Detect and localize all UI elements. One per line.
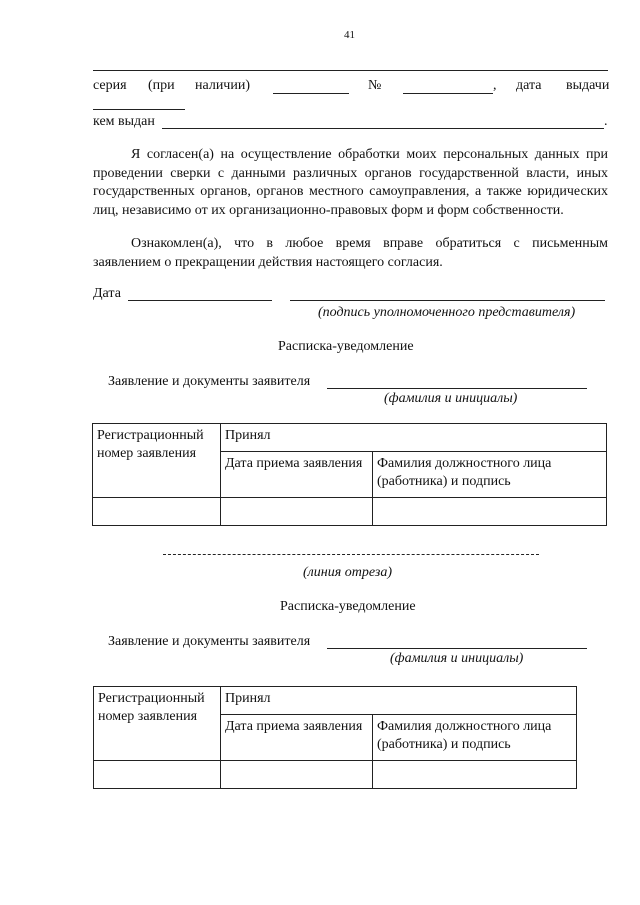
date-field <box>128 300 272 301</box>
consent-paragraph: Я согласен(а) на осуществление обработки моих персональных данных при проведении сверки с данными различных органов государственной власти, иных государственных органов, органов местного самоуправления, а также юридических лиц, независимо от их организационно-правовых форм и форм собственности. <box>93 147 608 218</box>
comma: , <box>493 78 497 93</box>
official-header: Фамилия должностного лица (работника) и подпись <box>373 452 607 498</box>
top-rule <box>93 70 608 71</box>
name-caption-1: (фамилия и инициалы) <box>384 391 518 406</box>
registration-table-1 <box>92 423 607 526</box>
date-accepted-cell <box>221 498 373 526</box>
official-cell <box>373 761 577 789</box>
notice-paragraph: Ознакомлен(а), что в любое время вправе обратиться с письменным заявлением о прекращении действия настоящего согласия. <box>93 236 608 270</box>
date-accepted-header: Дата приема заявления <box>221 715 373 761</box>
cut-line-caption: (линия отреза) <box>303 565 392 580</box>
date-label: Дата <box>93 286 121 301</box>
signature-field <box>290 300 605 301</box>
pri-label: (при <box>148 78 175 93</box>
accepted-header: Принял <box>221 687 577 715</box>
receipt-title-1: Расписка-уведомление <box>278 339 414 354</box>
reg-number-cell <box>94 761 221 789</box>
official-header: Фамилия должностного лица (работника) и подпись <box>373 715 577 761</box>
series-label: серия <box>93 78 127 93</box>
reg-number-header: Регистрационный номер заявления <box>94 687 221 761</box>
cut-line <box>163 554 539 555</box>
date-word: дата <box>516 78 542 93</box>
reg-number-header: Регистрационный номер заявления <box>93 424 221 498</box>
number-sign: № <box>368 78 382 93</box>
applicant-field-2 <box>327 648 587 649</box>
registration-table-2 <box>93 686 577 789</box>
issued-by-field <box>162 128 604 129</box>
signature-caption: (подпись уполномоченного представителя) <box>318 305 576 320</box>
name-caption-2: (фамилия и инициалы) <box>390 651 524 666</box>
date-accepted-header: Дата приема заявления <box>221 452 373 498</box>
issue-date-field <box>93 109 185 110</box>
reg-number-cell <box>93 498 221 526</box>
applicant-label-2: Заявление и документы заявителя <box>108 634 311 649</box>
applicant-field-1 <box>327 388 587 389</box>
official-cell <box>373 498 607 526</box>
series-field <box>273 93 349 94</box>
issued-by-end: . <box>604 114 608 129</box>
date-accepted-cell <box>221 761 373 789</box>
issued-by-label: кем выдан <box>93 114 155 129</box>
issue-word: выдачи <box>566 78 610 93</box>
number-field <box>403 93 493 94</box>
nalichii-label: наличии) <box>195 78 250 93</box>
accepted-header: Принял <box>221 424 607 452</box>
applicant-label-1: Заявление и документы заявителя <box>108 374 311 389</box>
page-number: 41 <box>344 29 355 41</box>
receipt-title-2: Расписка-уведомление <box>280 599 416 614</box>
